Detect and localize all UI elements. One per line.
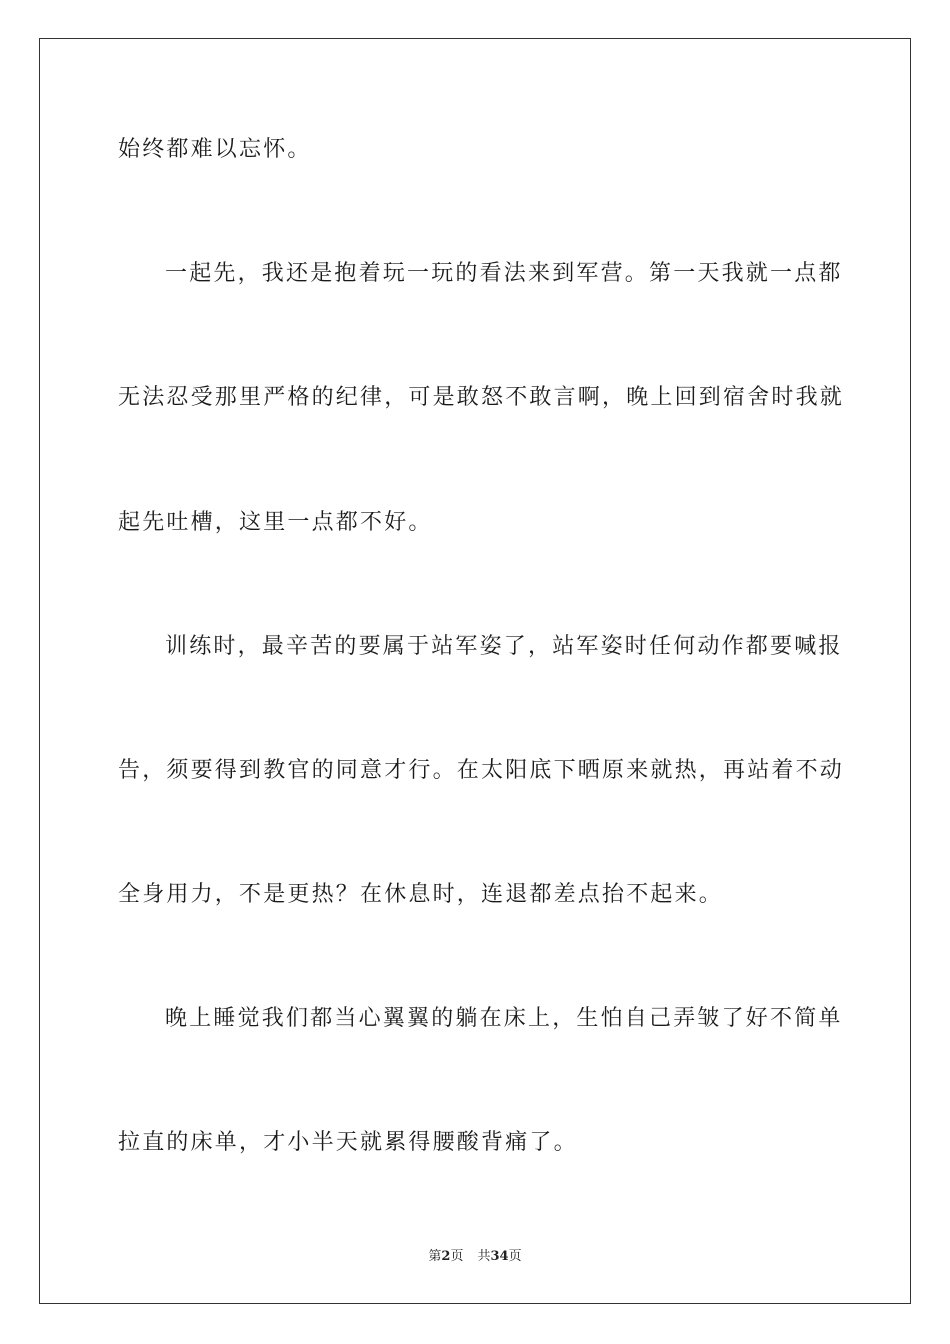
paragraph-line-5: 训练时，最辛苦的要属于站军姿了，站军姿时任何动作都要喊报 <box>165 634 843 659</box>
total-prefix: 共 <box>477 1249 491 1264</box>
page-number: 2 <box>441 1249 451 1264</box>
paragraph-line-8: 晚上睡觉我们都当心翼翼的躺在床上，生怕自己弄皱了好不简单 <box>165 1006 843 1031</box>
paragraph-line-2: 一起先，我还是抱着玩一玩的看法来到军营。第一天我就一点都 <box>165 261 843 286</box>
paragraph-line-6: 告，须要得到教官的同意才行。在太阳底下晒原来就热，再站着不动 <box>118 758 845 783</box>
paragraph-line-1: 始终都难以忘怀。 <box>118 137 312 162</box>
paragraph-line-4: 起先吐槽，这里一点都不好。 <box>118 510 433 535</box>
page-border <box>39 38 911 1304</box>
total-pages: 34 <box>490 1249 509 1264</box>
page-suffix: 页 <box>450 1249 464 1264</box>
paragraph-line-9: 拉直的床单，才小半天就累得腰酸背痛了。 <box>118 1130 578 1155</box>
paragraph-line-7: 全身用力，不是更热？在休息时，连退都差点抬不起来。 <box>118 882 724 907</box>
page-footer <box>0 1248 950 1266</box>
page-prefix: 第 <box>428 1249 442 1264</box>
paragraph-line-3: 无法忍受那里严格的纪律，可是敢怒不敢言啊，晚上回到宿舍时我就 <box>118 385 845 410</box>
total-suffix: 页 <box>508 1249 522 1264</box>
